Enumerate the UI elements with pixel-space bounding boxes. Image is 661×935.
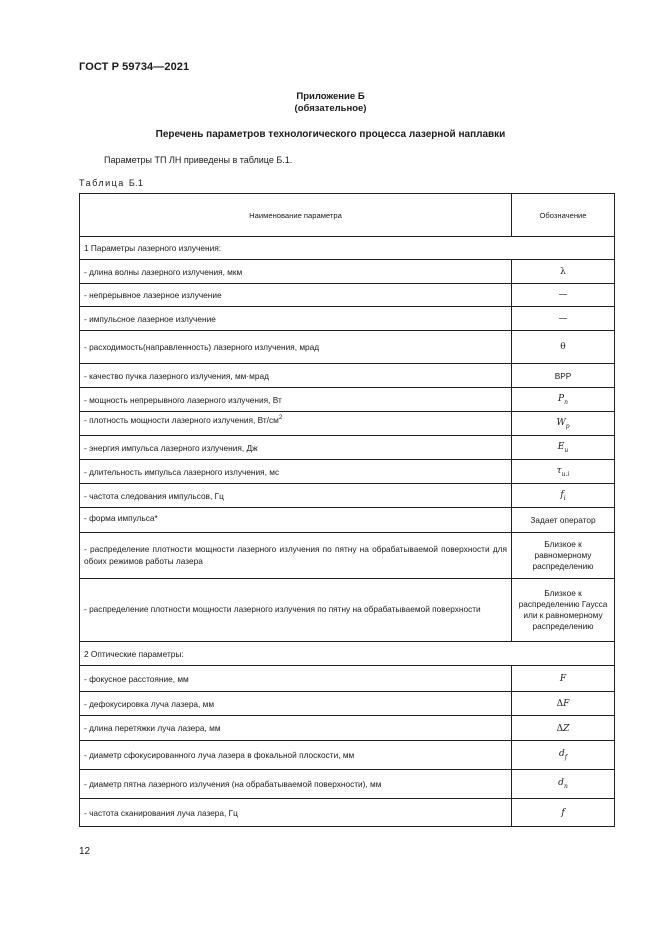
- symbol-main: W: [556, 417, 566, 428]
- table-row: [80, 388, 615, 412]
- param-symbol: [512, 692, 615, 716]
- symbol-main: f: [560, 489, 564, 500]
- param-symbol: [512, 388, 615, 412]
- symbol-subscript: i: [563, 494, 566, 502]
- column-header-name: Наименование параметра: [80, 194, 512, 237]
- param-symbol: λ: [512, 260, 615, 284]
- param-name: - мощность непрерывного лазерного излучения, Вт: [80, 388, 512, 412]
- param-name: - расходимость(направленность) лазерного излучения, мрад: [80, 331, 512, 364]
- column-header-symbol: Обозначение: [512, 194, 615, 237]
- param-name: - диаметр пятна лазерного излучения (на обрабатываемой поверхности), мм: [80, 770, 512, 799]
- document-code: ГОСТ Р 59734—2021: [79, 61, 190, 73]
- intro-paragraph: Параметры ТП ЛН приведены в таблице Б.1.: [104, 155, 293, 165]
- param-name: - дефокусировка луча лазера, мм: [80, 692, 512, 716]
- table-row: [80, 692, 615, 716]
- page-number: 12: [79, 846, 91, 857]
- table-row: [80, 770, 615, 799]
- group-row-optics: [80, 642, 615, 666]
- param-name: - диаметр сфокусированного луча лазера в фокальной плоскости, мм: [80, 741, 512, 770]
- param-name: - длина волны лазерного излучения, мкм: [80, 260, 512, 284]
- symbol-subscript: п: [564, 398, 568, 406]
- param-symbol: Близкое к равномерному распределению: [512, 533, 615, 579]
- section-heading: Перечень параметров технологического процесса лазерной наплавки: [155, 129, 506, 140]
- param-symbol: [512, 770, 615, 799]
- symbol-main: τ: [556, 465, 562, 476]
- param-symbol: [512, 460, 615, 484]
- annex-status: (обязательное): [294, 103, 367, 114]
- param-name-text: - форма импульса*: [84, 513, 158, 523]
- table-row: [80, 741, 615, 770]
- symbol-prefix: Δ: [556, 699, 564, 709]
- table-header-row: [80, 194, 615, 237]
- symbol-subscript: п: [563, 782, 568, 790]
- param-name: [80, 412, 512, 436]
- table-row: [80, 666, 615, 692]
- table-row: [80, 484, 615, 508]
- symbol-main: E: [557, 441, 565, 452]
- table-row: [80, 533, 615, 579]
- param-symbol: θ: [512, 331, 615, 364]
- group-label: 2 Оптические параметры:: [80, 642, 615, 666]
- param-symbol: F: [512, 666, 615, 692]
- param-name: - фокусное расстояние, мм: [80, 666, 512, 692]
- param-name-text: - плотность мощности лазерного излучения, Вт/см: [84, 415, 279, 425]
- symbol-main: d: [558, 778, 564, 789]
- param-symbol: [512, 484, 615, 508]
- table-row: [80, 412, 615, 436]
- annex-label: Приложение Б: [296, 91, 365, 102]
- symbol-main: Z: [563, 723, 570, 734]
- param-symbol: —: [512, 307, 615, 331]
- param-name: - энергия импульса лазерного излучения, Дж: [80, 436, 512, 460]
- table-row: [80, 716, 615, 741]
- symbol-subscript: f: [564, 753, 567, 761]
- table-caption-word: Таблица: [79, 178, 125, 188]
- symbol-main: d: [559, 749, 565, 760]
- symbol-subscript: р: [565, 422, 570, 430]
- annex-title: [0, 91, 661, 115]
- group-row-laser: [80, 237, 615, 260]
- param-symbol: [512, 436, 615, 460]
- param-name: - частота сканирования луча лазера, Гц: [80, 799, 512, 827]
- param-symbol: [512, 741, 615, 770]
- param-name: - импульсное лазерное излучение: [80, 307, 512, 331]
- param-symbol: —: [512, 284, 615, 307]
- param-name: - длительность импульса лазерного излучения, мс: [80, 460, 512, 484]
- table-row: [80, 307, 615, 331]
- symbol-subscript: и.i: [561, 470, 570, 478]
- parameters-table: [79, 193, 615, 827]
- table-row: [80, 460, 615, 484]
- table-row: [80, 331, 615, 364]
- param-symbol: [512, 412, 615, 436]
- table-row: [80, 260, 615, 284]
- table-row: [80, 364, 615, 388]
- param-name: - длина перетяжки луча лазера, мм: [80, 716, 512, 741]
- param-symbol: Задает оператор: [512, 508, 615, 533]
- table-row: [80, 436, 615, 460]
- param-symbol: BPP: [512, 364, 615, 388]
- param-symbol: f: [512, 799, 615, 827]
- param-name: - распределение плотности мощности лазерного излучения по пятну на обрабатываемой поверхности для обоих режимов работы лазера: [80, 533, 512, 579]
- symbol-main: P: [558, 393, 565, 404]
- symbol-prefix: Δ: [556, 723, 564, 734]
- symbol-subscript: и: [564, 446, 569, 454]
- table-row: [80, 508, 615, 533]
- param-name: - частота следования импульсов, Гц: [80, 484, 512, 508]
- symbol-main: F: [563, 699, 570, 709]
- param-symbol: [512, 716, 615, 741]
- table-row: [80, 799, 615, 827]
- param-name: [80, 508, 512, 533]
- table-caption: [79, 178, 143, 188]
- param-symbol: Близкое к распределению Гаусса или к равномерному распределению: [512, 579, 615, 642]
- param-name: - качество пучка лазерного излучения, мм·мрад: [80, 364, 512, 388]
- superscript: 2: [278, 415, 283, 422]
- table-caption-number: Б.1: [128, 178, 144, 188]
- group-label: 1 Параметры лазерного излучения:: [80, 237, 615, 260]
- table-row: [80, 579, 615, 642]
- param-name: - непрерывное лазерное излучение: [80, 284, 512, 307]
- param-name: - распределение плотности мощности лазерного излучения по пятну на обрабатываемой поверхности: [80, 579, 512, 642]
- table-row: [80, 284, 615, 307]
